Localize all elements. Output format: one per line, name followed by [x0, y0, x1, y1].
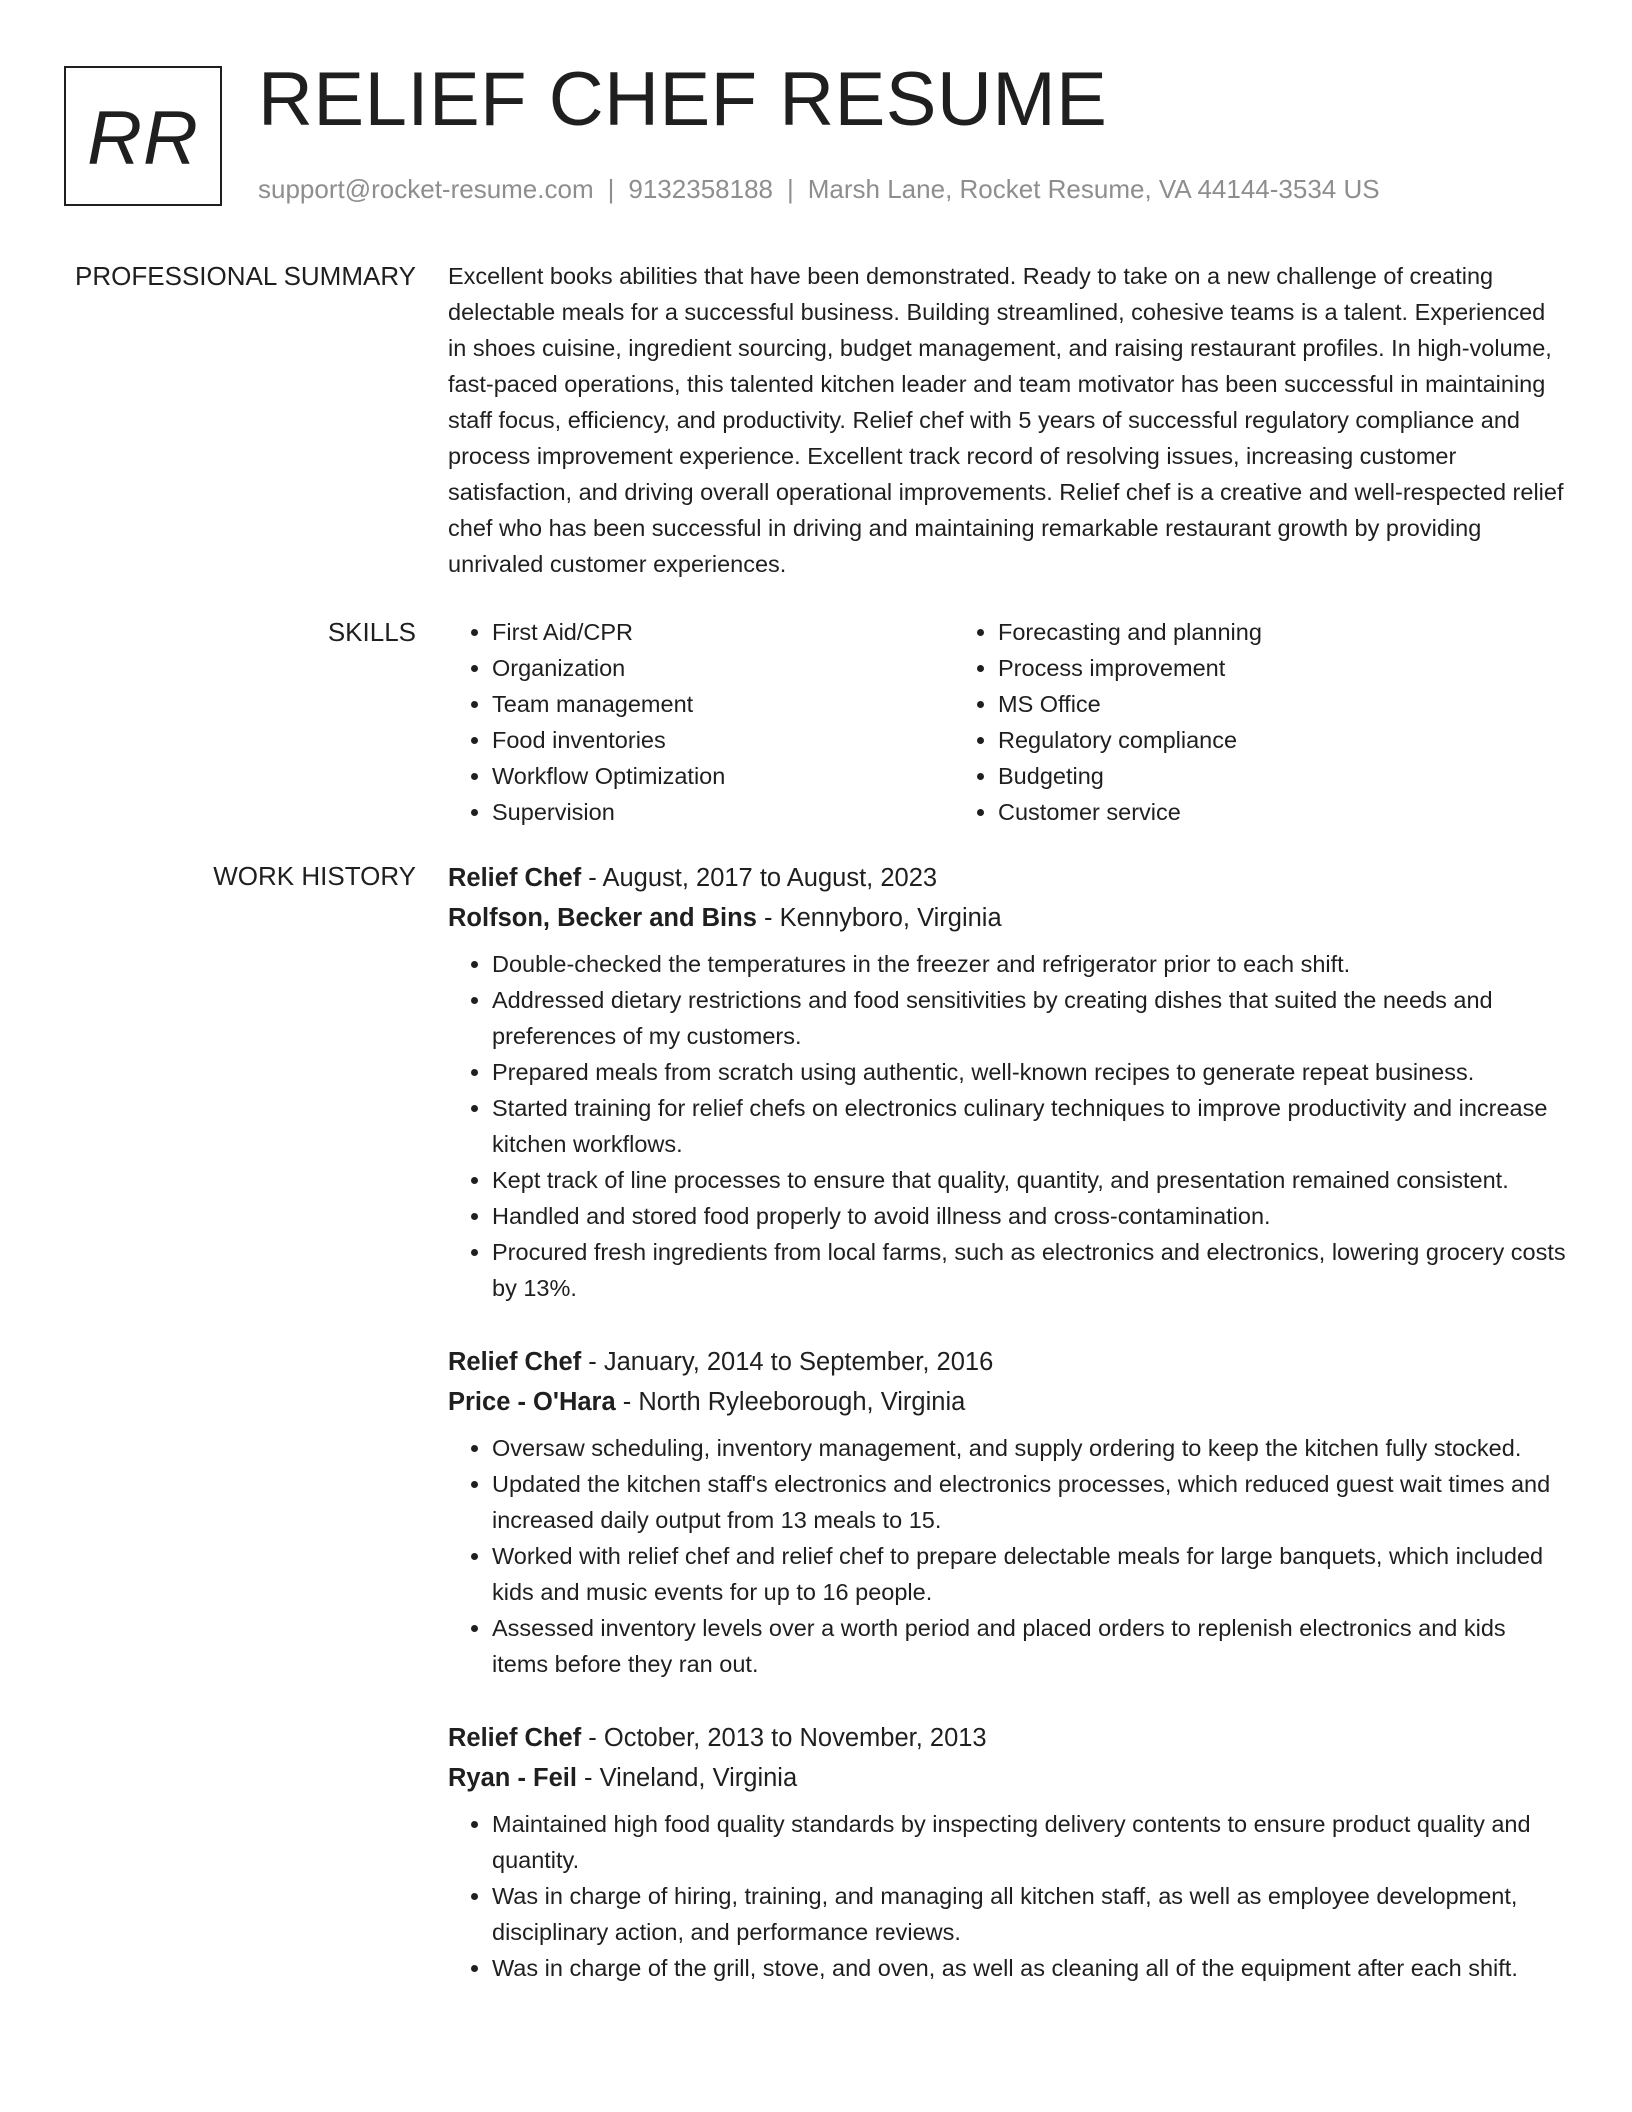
- monogram-box: [64, 66, 222, 206]
- job-bullet: • Assessed inventory levels over a worth period and placed orders to replenish electronics and kids items before they ran out.: [492, 1610, 1566, 1682]
- job-bullet: • Started training for relief chefs on electronics culinary techniques to improve productivity and increase kitchen workflows.: [492, 1090, 1566, 1162]
- job-title-line: [448, 1718, 1566, 1758]
- skill-item: • First Aid/CPR: [492, 614, 954, 650]
- skill-item: • Workflow Optimization: [492, 758, 954, 794]
- skill-item: • Regulatory compliance: [998, 722, 1514, 758]
- job-bullet-list: [448, 1806, 1566, 1986]
- skill-item: • Forecasting and planning: [998, 614, 1514, 650]
- job-title-line: [448, 1342, 1566, 1382]
- work-history-body: [448, 858, 1566, 1986]
- monogram-initials: RR: [87, 95, 199, 181]
- job-company-line: [448, 1382, 1566, 1422]
- job-bullet: • Worked with relief chef and relief chef to prepare delectable meals for large banquets, which included kids and music events for up to 16 people.: [492, 1538, 1566, 1610]
- contact-line: [258, 174, 1380, 205]
- job-dates: - August, 2017 to August, 2023: [581, 864, 938, 892]
- job-location: - Vineland, Virginia: [576, 1764, 798, 1792]
- job-location: - Kennyboro, Virginia: [756, 904, 1002, 932]
- job-title: Relief Chef: [448, 1348, 582, 1376]
- resume-title: RELIEF CHEF RESUME: [258, 57, 1108, 142]
- skills-column-right: [954, 614, 1514, 830]
- job-bullet: • Kept track of line processes to ensure that quality, quantity, and presentation remained consistent.: [492, 1162, 1566, 1198]
- skills-body: [448, 614, 1566, 830]
- job-bullet: • Was in charge of hiring, training, and managing all kitchen staff, as well as employee development, disciplinary action, and performance reviews.: [492, 1878, 1566, 1950]
- job-entry: [448, 1718, 1566, 1986]
- job-company-line: [448, 898, 1566, 938]
- section-label-skills: SKILLS: [327, 617, 416, 647]
- job-bullet: • Handled and stored food properly to avoid illness and cross-contamination.: [492, 1198, 1566, 1234]
- skill-item: • Food inventories: [492, 722, 954, 758]
- job-company-line: [448, 1758, 1566, 1798]
- job-title: Relief Chef: [448, 864, 582, 892]
- contact-email: support@rocket-resume.com: [258, 174, 594, 204]
- summary-text: Excellent books abilities that have been demonstrated. Ready to take on a new challenge of creating delectable meals for a successful business. Building streamlined, cohesive teams is a talent. Experienced in shoes cuisine, ingredient sourcing, budget management, and raising restaurant profiles. In high-volume, fast-paced operations, this talented kitchen leader and team motivator has been successful in maintaining staff focus, efficiency, and productivity. Relief chef with 5 years of successful regulatory compliance and process improvement experience. Excellent track record of resolving issues, increasing customer satisfaction, and driving overall operational improvements. Relief chef is a creative and well-respected relief chef who has been successful in driving and maintaining remarkable restaurant growth by providing unrivaled customer experiences.: [448, 263, 1564, 577]
- skill-item: • Customer service: [998, 794, 1514, 830]
- skill-item: • Process improvement: [998, 650, 1514, 686]
- contact-address: Marsh Lane, Rocket Resume, VA 44144-3534 US: [807, 174, 1380, 204]
- job-bullet: • Maintained high food quality standards by inspecting delivery contents to ensure product quality and quantity.: [492, 1806, 1566, 1878]
- job-bullet: • Double-checked the temperatures in the freezer and refrigerator prior to each shift.: [492, 946, 1566, 982]
- job-location: - North Ryleeborough, Virginia: [615, 1388, 966, 1416]
- section-label-summary: PROFESSIONAL SUMMARY: [75, 261, 416, 291]
- job-bullet-list: [448, 1430, 1566, 1682]
- job-dates: - October, 2013 to November, 2013: [581, 1724, 987, 1752]
- job-entry: [448, 858, 1566, 1306]
- job-company: Ryan - Feil: [448, 1764, 577, 1792]
- section-label-work-history: WORK HISTORY: [213, 861, 416, 891]
- job-title-line: [448, 858, 1566, 898]
- skill-item: • Organization: [492, 650, 954, 686]
- job-dates: - January, 2014 to September, 2016: [581, 1348, 994, 1376]
- skill-item: • Team management: [492, 686, 954, 722]
- contact-separator: |: [607, 174, 615, 204]
- job-bullet: • Oversaw scheduling, inventory management, and supply ordering to keep the kitchen fully stocked.: [492, 1430, 1566, 1466]
- skill-item: • Budgeting: [998, 758, 1514, 794]
- skill-item: • Supervision: [492, 794, 954, 830]
- job-bullet: • Was in charge of the grill, stove, and oven, as well as cleaning all of the equipment after each shift.: [492, 1950, 1566, 1986]
- job-bullet-list: [448, 946, 1566, 1306]
- job-company: Price - O'Hara: [448, 1388, 616, 1416]
- job-company: Rolfson, Becker and Bins: [448, 904, 757, 932]
- contact-separator: |: [787, 174, 794, 204]
- job-bullet: • Updated the kitchen staff's electronics and electronics processes, which reduced guest wait times and increased daily output from 13 meals to 15.: [492, 1466, 1566, 1538]
- job-entry: [448, 1342, 1566, 1682]
- skill-item: • MS Office: [998, 686, 1514, 722]
- job-bullet: • Procured fresh ingredients from local farms, such as electronics and electronics, lowering grocery costs by 13%.: [492, 1234, 1566, 1306]
- contact-phone: 9132358188: [628, 174, 773, 204]
- job-bullet: • Addressed dietary restrictions and food sensitivities by creating dishes that suited the needs and preferences of my customers.: [492, 982, 1566, 1054]
- summary-body: [448, 258, 1566, 582]
- job-bullet: • Prepared meals from scratch using authentic, well-known recipes to generate repeat business.: [492, 1054, 1566, 1090]
- job-title: Relief Chef: [448, 1724, 582, 1752]
- skills-column-left: [448, 614, 954, 830]
